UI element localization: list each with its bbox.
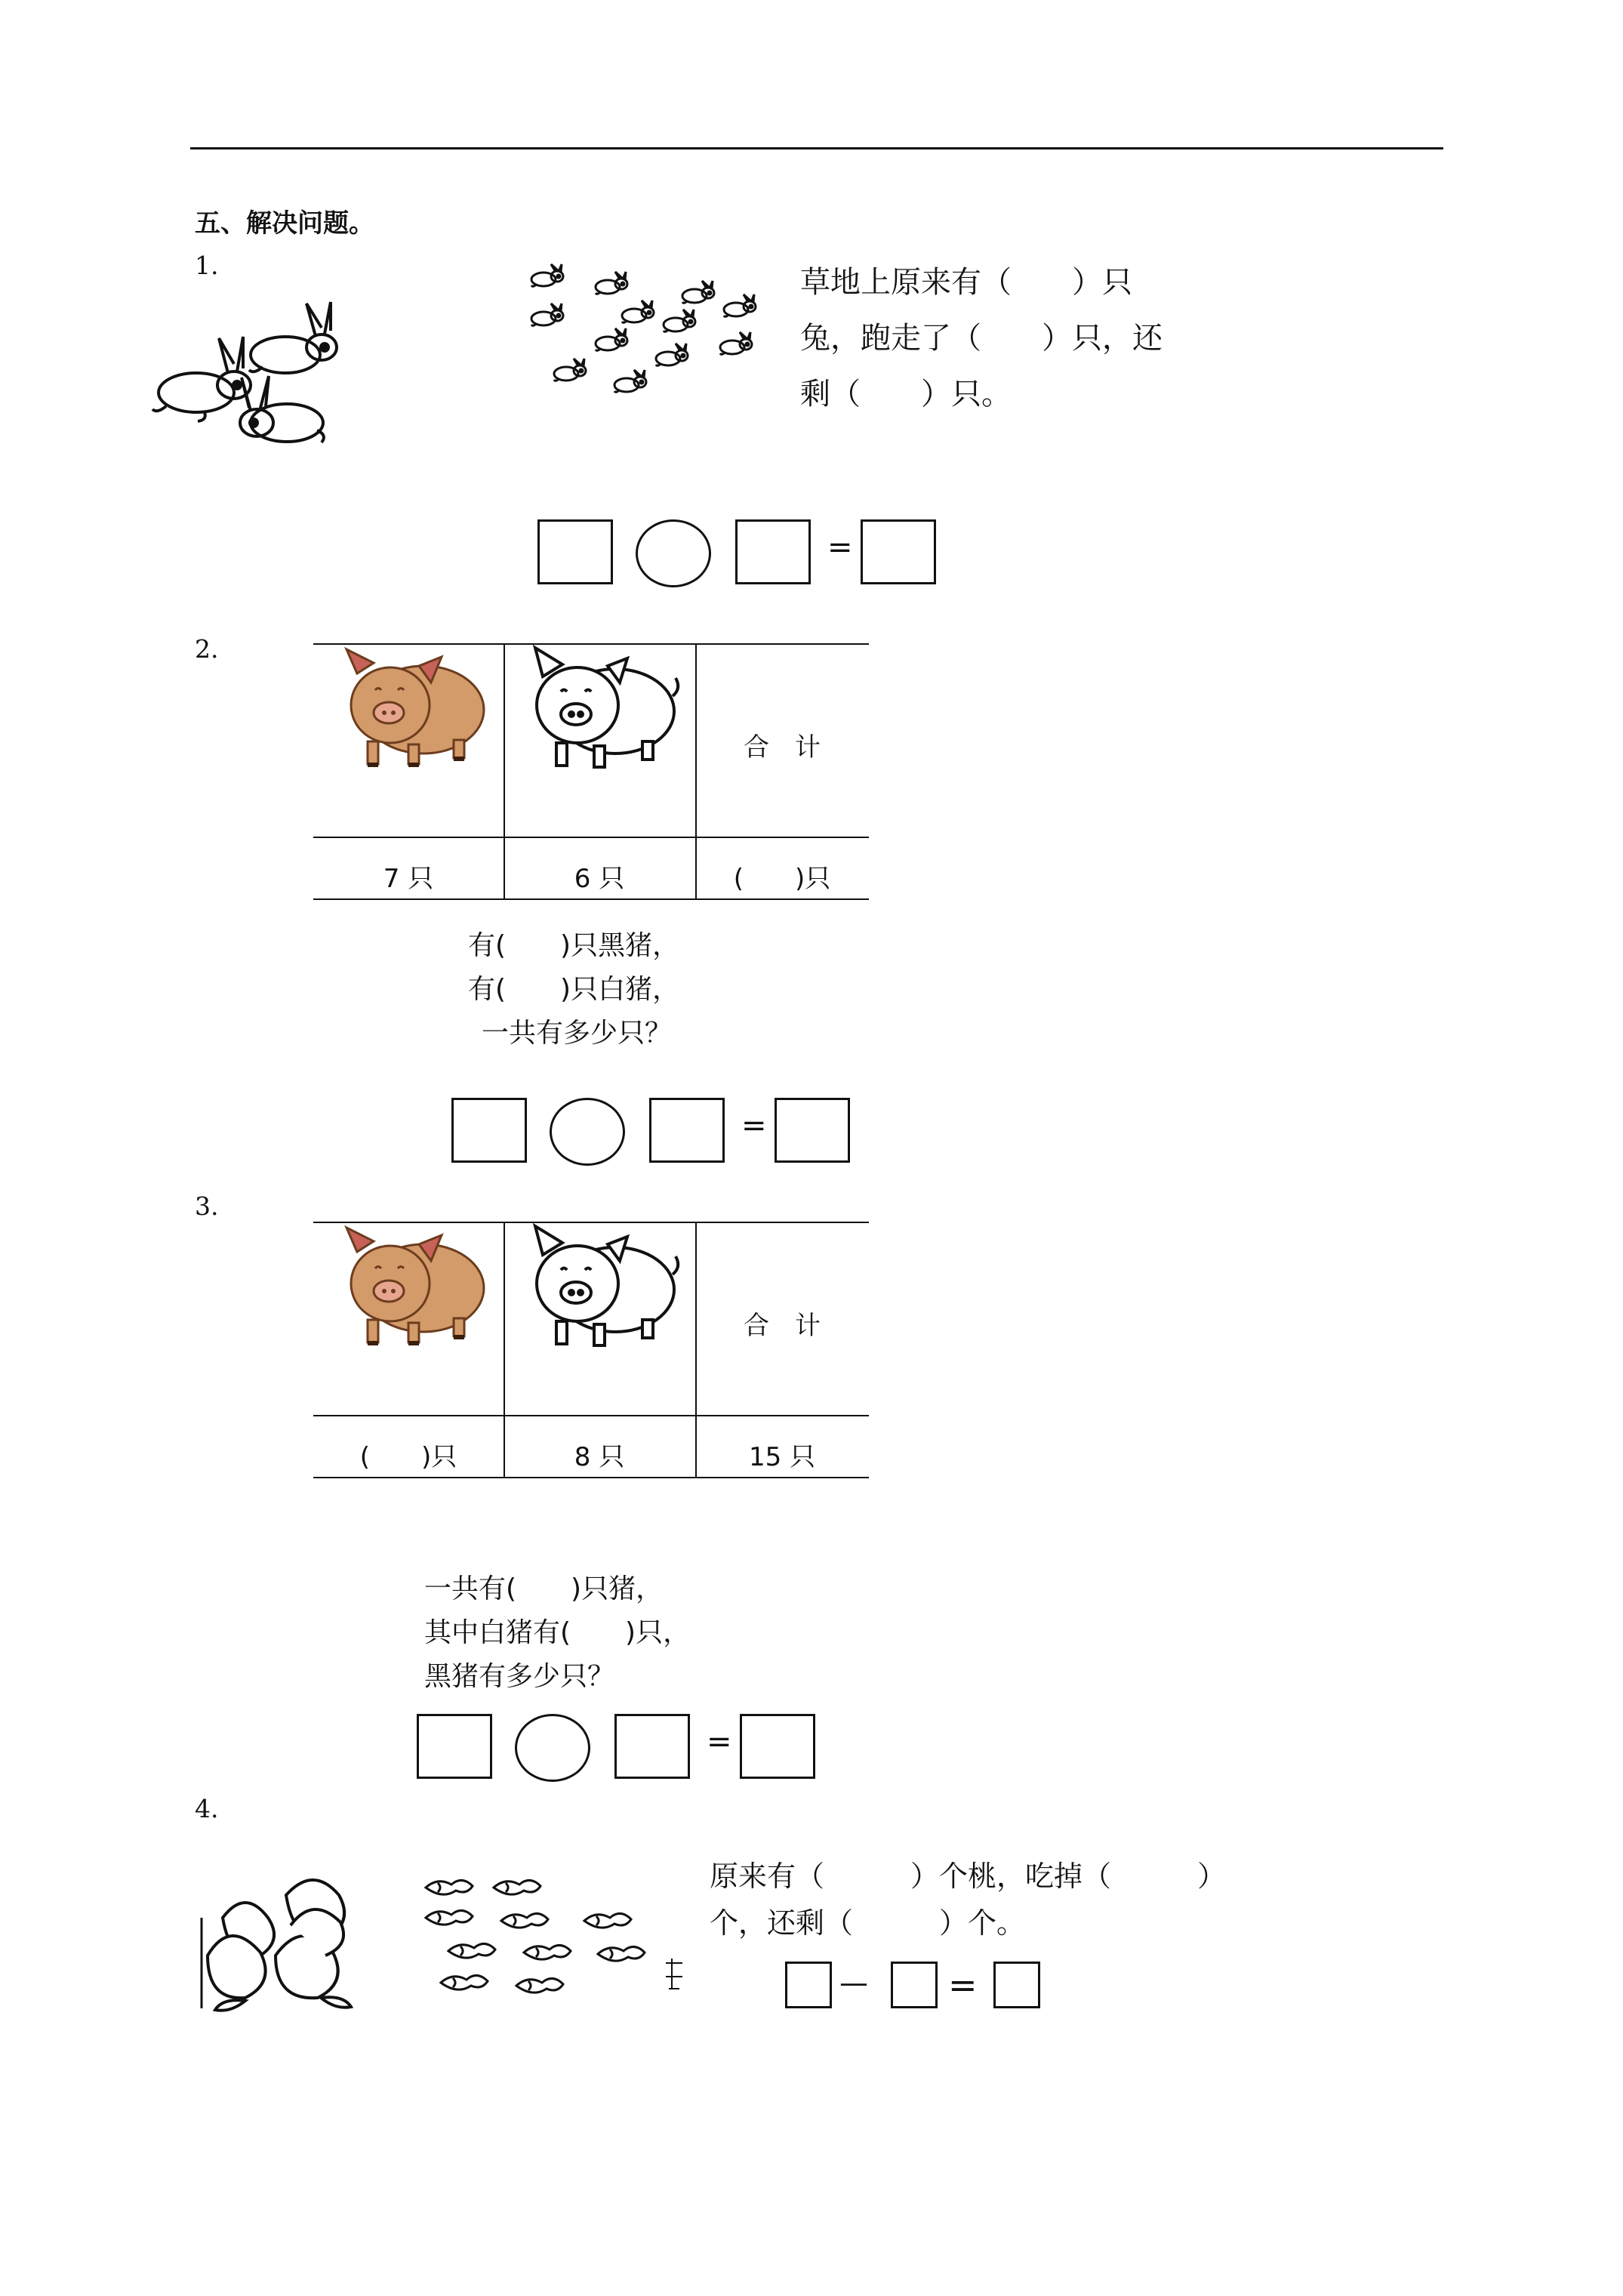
black-pig-icon <box>340 1222 491 1350</box>
q3-total-header: 合 计 <box>744 1311 821 1341</box>
q1-operator-circle[interactable] <box>636 519 711 587</box>
q3-answer-box-1[interactable] <box>417 1714 492 1779</box>
q1-answer-box-3[interactable] <box>861 519 936 584</box>
q3-equals-sign: = <box>707 1724 732 1759</box>
q2-line-1: 有( )只黑猪， <box>468 930 680 961</box>
q2-operator-circle[interactable] <box>550 1098 625 1166</box>
q1-line-3: 剩（ ）只。 <box>800 377 1012 411</box>
q4-text <box>710 1853 1226 1946</box>
q3-number: 3. <box>195 1191 219 1221</box>
q4-equals-sign: = <box>948 1965 978 2005</box>
peaches-remaining-illustration <box>192 1872 366 2008</box>
q4-line-1: 原来有（ ）个桃，吃掉（ ） <box>710 1860 1227 1893</box>
white-pig-icon <box>525 643 683 779</box>
q2-cell-total[interactable]: ( )只 <box>733 864 831 894</box>
q2-cell-white: 6 只 <box>574 864 625 894</box>
q2-answer-box-2[interactable] <box>649 1098 725 1163</box>
rabbits-remaining-illustration <box>143 279 377 461</box>
q1-equals-sign: = <box>827 530 853 565</box>
q3-answer-box-3[interactable] <box>740 1714 815 1779</box>
q1-line-1: 草地上原来有（ ）只 <box>800 265 1132 300</box>
q1-answer-box-1[interactable] <box>537 519 613 584</box>
q1-line-2: 兔，跑走了（ ）只，还 <box>800 321 1163 356</box>
black-pig-icon <box>340 643 491 772</box>
q3-answer-box-2[interactable] <box>614 1714 690 1779</box>
section-title: 五、解决问题。 <box>195 208 374 239</box>
q4-minus-sign: — <box>839 1966 868 1999</box>
q2-text <box>468 924 679 1056</box>
q2-answer-box-3[interactable] <box>775 1098 850 1163</box>
q1-number: 1. <box>195 251 219 280</box>
q3-cell-total: 15 只 <box>748 1442 816 1472</box>
q4-answer-box-1[interactable] <box>785 1962 832 2008</box>
rabbits-running-illustration <box>528 264 785 415</box>
q4-answer-box-2[interactable] <box>891 1962 938 2008</box>
q2-table <box>313 643 869 900</box>
peaches-eaten-illustration <box>423 1875 694 2004</box>
q2-cell-black: 7 只 <box>383 864 434 894</box>
q4-line-2: 个，还剩（ ）个。 <box>710 1906 1026 1940</box>
q2-number: 2. <box>195 634 219 664</box>
q2-line-3: 一共有多少只？ <box>482 1018 673 1049</box>
q2-answer-box-1[interactable] <box>451 1098 527 1163</box>
q3-table <box>313 1222 869 1478</box>
q3-text <box>424 1567 690 1699</box>
q3-cell-white: 8 只 <box>574 1442 625 1472</box>
q4-number: 4. <box>195 1794 219 1823</box>
q1-answer-box-2[interactable] <box>735 519 811 584</box>
q3-line-2: 其中白猪有( )只， <box>424 1617 691 1648</box>
q2-equals-sign: = <box>741 1108 767 1143</box>
q3-line-1: 一共有( )只猪， <box>424 1573 664 1604</box>
q3-operator-circle[interactable] <box>515 1714 590 1782</box>
q2-line-2: 有( )只白猪， <box>468 974 680 1005</box>
header-rule <box>190 147 1443 149</box>
q3-line-3: 黑猪有多少只？ <box>424 1661 615 1692</box>
q2-total-header: 合 计 <box>744 732 821 763</box>
q1-text <box>800 254 1163 422</box>
white-pig-icon <box>525 1222 683 1358</box>
q4-answer-box-3[interactable] <box>993 1962 1040 2008</box>
q3-cell-black[interactable]: ( )只 <box>359 1442 457 1472</box>
